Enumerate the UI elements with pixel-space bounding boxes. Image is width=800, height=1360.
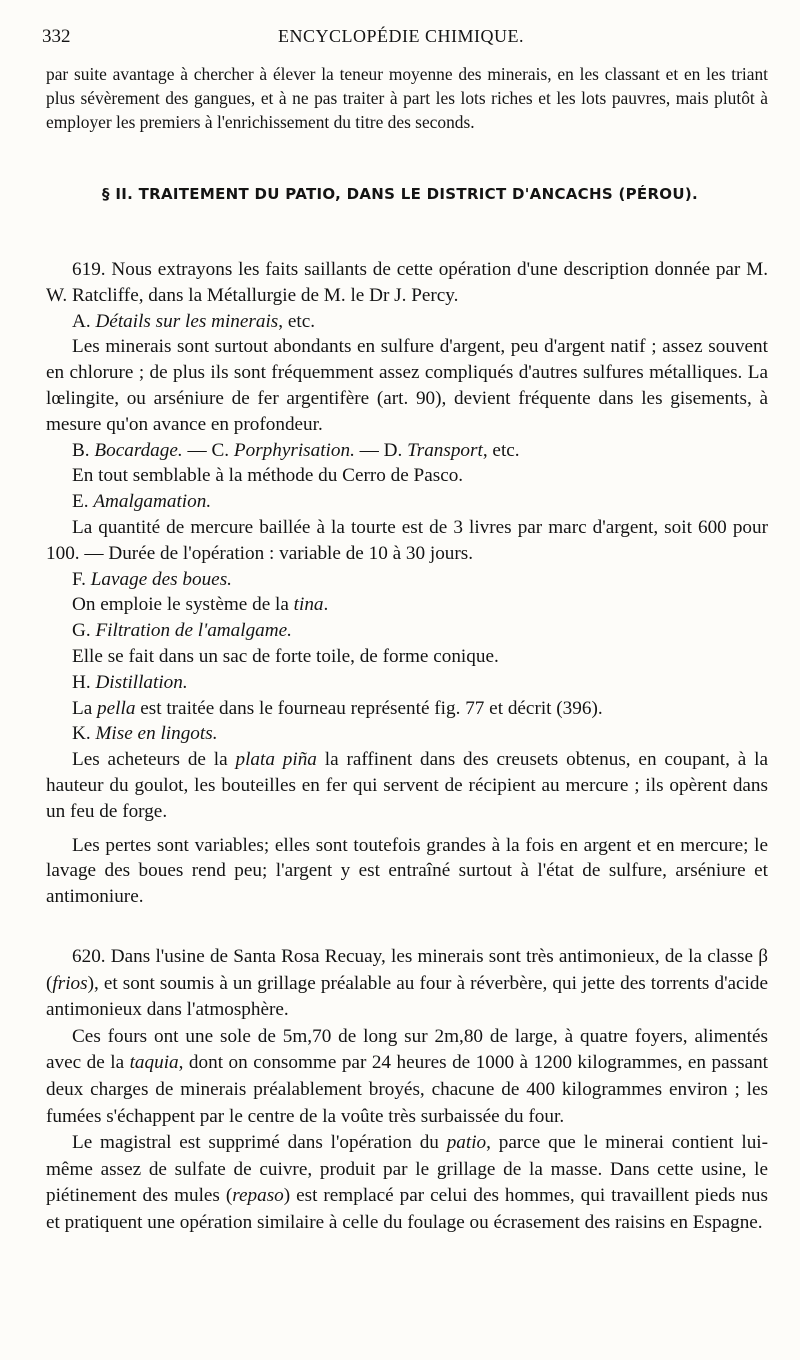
subheading-e: E. Amalgamation. [72, 491, 212, 513]
paragraph-620-1: 620. Dans l'usine de Santa Rosa Recuay, les minerais sont très antimonieux, de la classe β (frios), et sont soumis à un grillage préalable au four à réverbère, qui jette des torrents d'acide antimonieux dans l'atmosphère. [46, 946, 769, 1021]
subheading-a: A. Détails sur les minerais, etc. [72, 310, 316, 332]
page-number: 332 [42, 26, 71, 47]
paragraph-k-2: Les pertes sont variables; elles sont toutefois grandes à la fois en argent et en mercure; le lavage des boues rend peu; l'argent y est entraîné surtout à l'état de sulfure, arséniure et antimoniure. [46, 834, 768, 908]
subheading-h: H. Distillation. [72, 671, 188, 693]
section-number-619: 619. [72, 259, 106, 280]
paragraph-620-3: Le magistral est supprimé dans l'opération du patio, parce que le minerai contient lui-même assez de sulfate de cuivre, produit par le grillage de la masse. Dans cette usine, le piétinement des mules (repaso) est remplacé par celui des hommes, qui travaillent pieds nus et pratiquent une opération similaire à celle du foulage ou écrasement des raisins en Espagne. [46, 1132, 769, 1233]
section-620 [46, 944, 768, 1237]
paragraph-h: La pella est traitée dans le fourneau représenté fig. 77 et décrit (396). [72, 697, 603, 719]
section-619 [46, 257, 768, 910]
paragraph-620-2: Ces fours ont une sole de 5m,70 de long sur 2m,80 de large, à quatre foyers, alimentés avec de la taquia, dont on consomme par 24 heures de 1000 à 1200 kilogrammes, en passant deux charges de minerais préalablement broyés, chacune de 400 kilogrammes environ ; les fumées s'échappent par le centre de la voûte très surbaissée du four. [46, 1025, 768, 1127]
paragraph-k-1: Les acheteurs de la plata piña la raffinent dans des creusets obtenus, en coupant, à la hauteur du goulot, les bouteilles en fer qui servent de récipient au mercure ; ils opèrent dans un feu de forge. [46, 749, 768, 822]
section-heading: § II. TRAITEMENT DU PATIO, DANS LE DISTRICT D'ANCACHS (PÉROU). [102, 185, 698, 203]
intro-paragraph [46, 62, 768, 134]
paragraph-f: On emploie le système de la tina. [72, 594, 329, 616]
subheading-k: K. Mise en lingots. [72, 723, 218, 745]
subheading-bcd: B. Bocardage. — C. Porphyrisation. — D. Transport, etc. [72, 439, 520, 461]
page-header [42, 26, 760, 52]
paragraph-619 [46, 257, 768, 309]
paragraph-e: La quantité de mercure baillée à la tourte est de 3 livres par marc d'argent, soit 600 pour 100. — Durée de l'opération : variable de 10 à 30 jours. [46, 516, 768, 564]
subheading-g: G. Filtration de l'amalgame. [72, 620, 292, 642]
intro-text: par suite avantage à chercher à élever la teneur moyenne des minerais, en les classant et en les triant plus sévèrement des gangues, et à ne pas traiter à part les lots riches et les lots pauvres, mais plutôt à employer les premiers à l'enrichissement du titre des seconds. [46, 64, 768, 132]
paragraph-g: Elle se fait dans un sac de forte toile, de forme conique. [72, 645, 499, 667]
running-title: ENCYCLOPÉDIE CHIMIQUE. [278, 26, 524, 46]
subheading-f: F. Lavage des boues. [72, 568, 232, 590]
paragraph-619-text: Nous extrayons les faits saillants de cette opération d'une description donnée par M. W. Ratcliffe, dans la Métallurgie de M. le Dr J. Percy. [46, 259, 768, 306]
paragraph-bcd: En tout semblable à la méthode du Cerro de Pasco. [72, 465, 464, 487]
paragraph-a: Les minerais sont surtout abondants en sulfure d'argent, peu d'argent natif ; assez souvent en chlorure ; de plus ils sont fréquemment assez compliqués d'autres sulfures métalliques. La lœlingite, ou arséniure de fer argentifère (art. 90), devient fréquente dans les gisements, à mesure qu'on avance en profondeur. [46, 336, 768, 435]
section-number-620: 620. [72, 946, 106, 967]
subheading-a-title: Détails sur les minerais [95, 310, 279, 332]
